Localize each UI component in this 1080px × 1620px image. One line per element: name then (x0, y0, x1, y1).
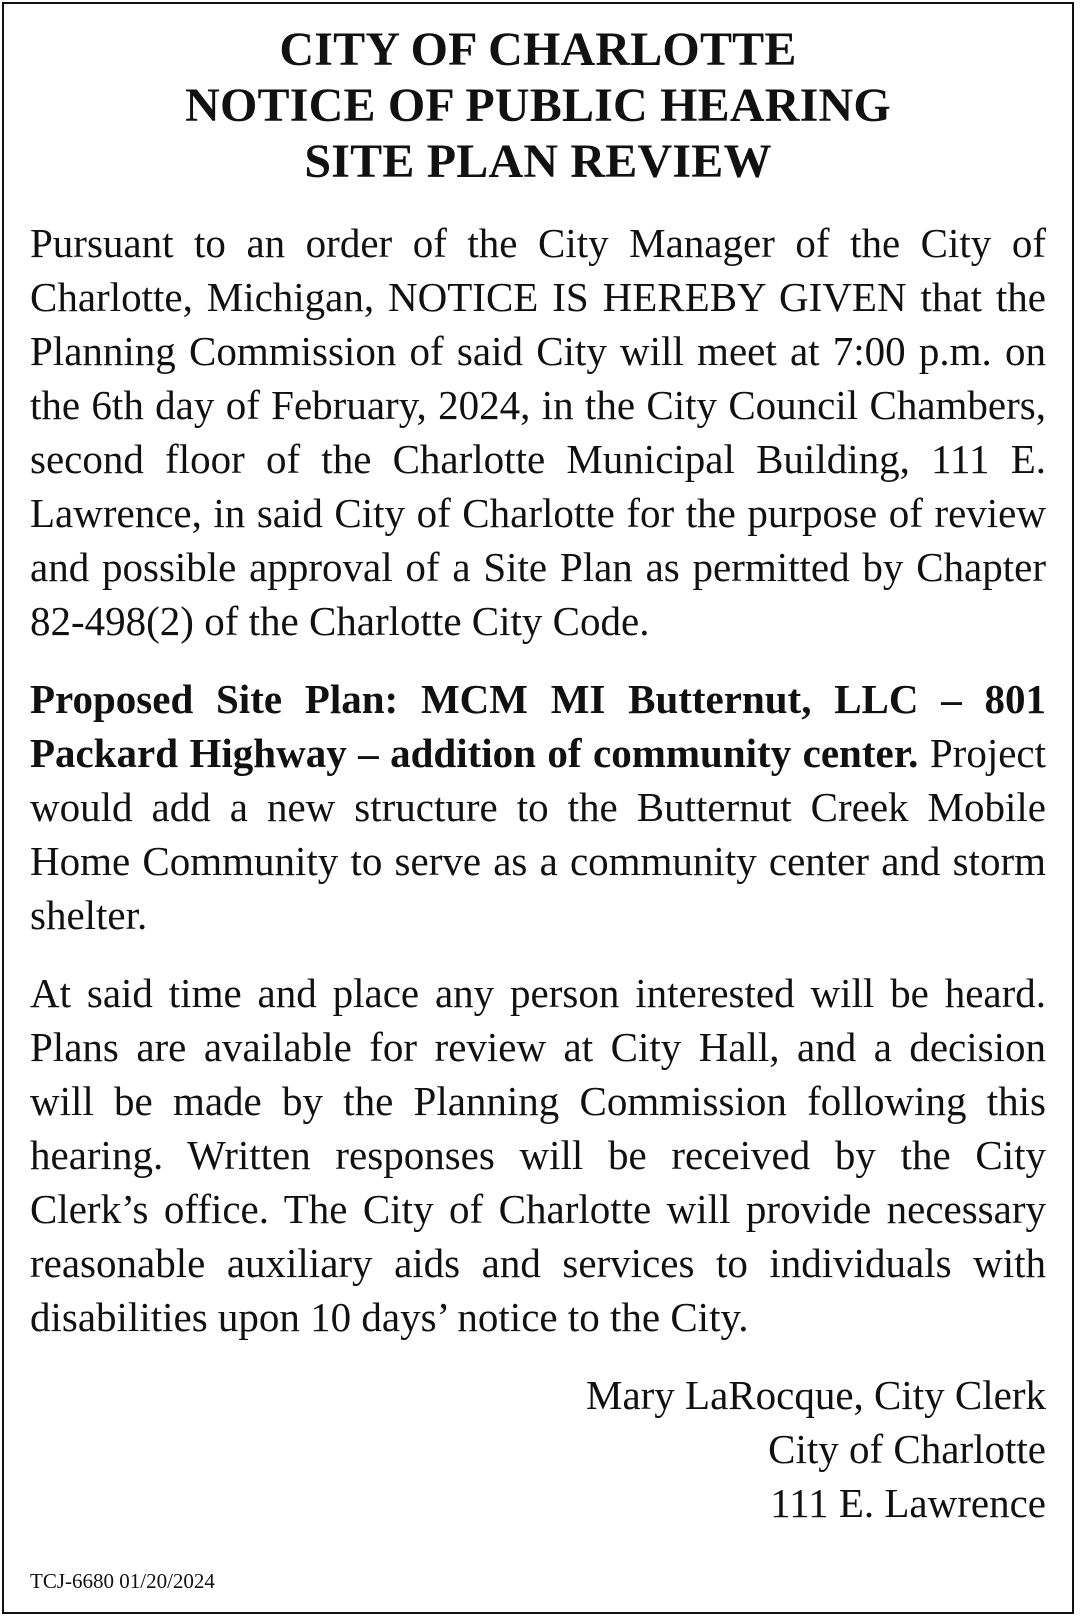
signature-name: Mary LaRocque, City Clerk (585, 1372, 1046, 1418)
proposal-detail: Project would add a new structure to the Butternut Creek Mobile Home Community to serve as a community center and storm shelter. (30, 730, 1047, 938)
signature-org: City of Charlotte (768, 1426, 1046, 1472)
notice-body (30, 216, 1046, 1530)
proposal-title: Proposed Site Plan: MCM MI Butternut, LLC – 801 Packard Highway – addition of community center. (30, 676, 1046, 776)
intro-paragraph: Pursuant to an order of the City Manager of the City of Charlotte, Michigan, NOTICE IS HEREBY GIVEN that the Planning Commission of said City will meet at 7:00 p.m. on the 6th day of February, 2024, in the City Council Chambers, second floor of the Charlotte Municipal Building, 111 E. Lawrence, in said City of Charlotte for the purpose of review and possible approval of a Site Plan as permitted by Chapter 82-498(2) of the Charlotte City Code. (30, 220, 1046, 644)
heading-line-review: SITE PLAN REVIEW (304, 135, 772, 188)
hearing-paragraph: At said time and place any person interested will be heard. Plans are available for review at City Hall, and a decision will be made by the Planning Commission following this hearing. Written responses will be received by the City Clerk’s office. The City of Charlotte will provide necessary reasonable auxiliary aids and services to individuals with disabilities upon 10 days’ notice to the City. (30, 970, 1046, 1340)
heading-line-city: CITY OF CHARLOTTE (279, 23, 797, 76)
proposal-paragraph (30, 672, 1046, 942)
signature-address: 111 E. Lawrence (770, 1480, 1046, 1526)
signature-block (30, 1368, 1046, 1530)
notice-heading (4, 22, 1072, 190)
public-notice (2, 2, 1074, 1614)
heading-line-notice: NOTICE OF PUBLIC HEARING (185, 79, 891, 132)
publication-code: TCJ-6680 01/20/2024 (30, 1569, 215, 1593)
